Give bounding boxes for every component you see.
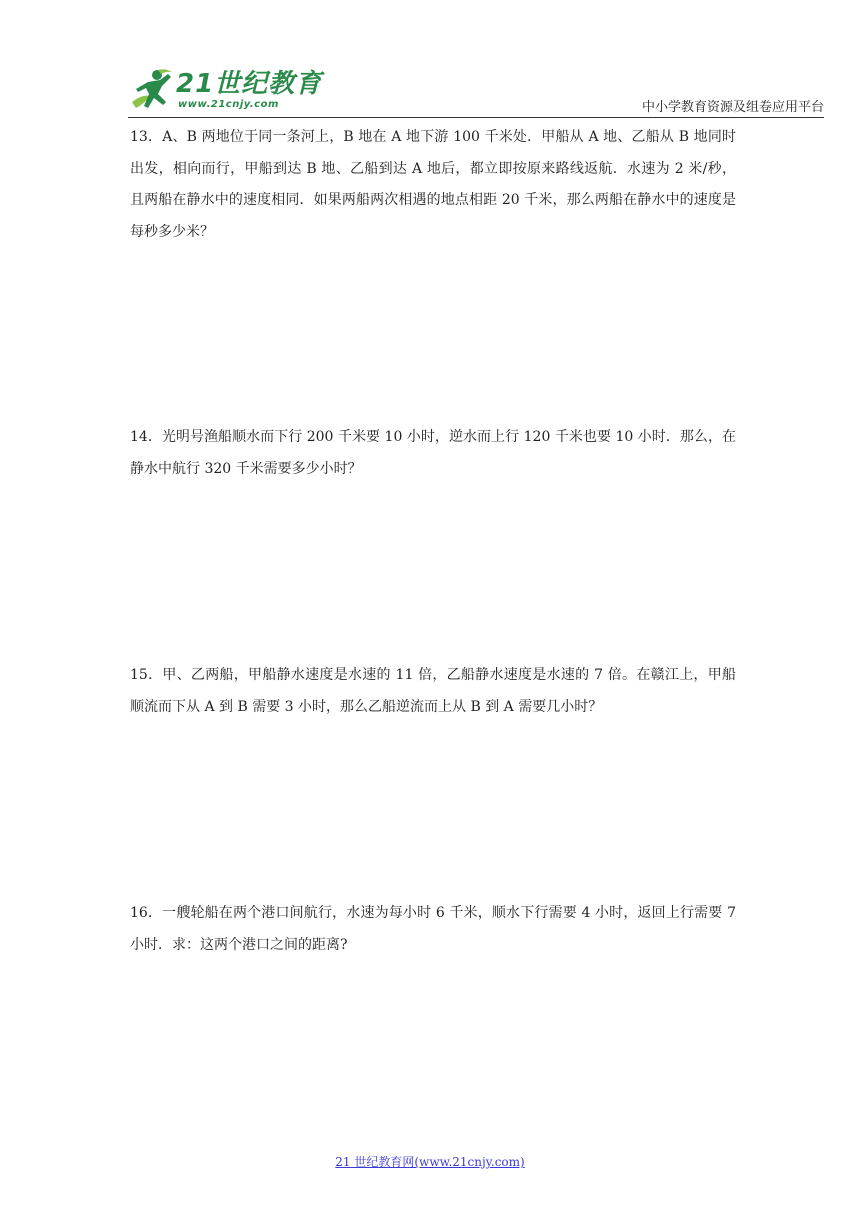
question-number: 15．	[130, 667, 163, 683]
question-14	[130, 422, 736, 485]
question-16	[130, 898, 736, 961]
site-logo[interactable]	[128, 66, 323, 114]
question-number: 13．	[130, 129, 163, 145]
question-13	[130, 122, 736, 248]
page-footer	[0, 1153, 860, 1170]
question-number: 14．	[130, 429, 162, 445]
question-text: A、B 两地位于同一条河上，B 地在 A 地下游 100 千米处．甲船从 A 地、乙船从 B 地同时出发，相向而行，甲船到达 B 地、乙船到达 A 地后，都立即按原来路线返航．水速为 2 米/秒，且两船在静水中的速度相同．如果两船两次相遇的地点相距 20 千米，那么两船在静水中的速度是每秒多少米？	[130, 129, 736, 240]
question-text: 一艘轮船在两个港口间航行，水速为每小时 6 千米，顺水下行需要 4 小时，返回上行需要 7 小时．求：这两个港口之间的距离?	[130, 905, 736, 953]
platform-name: 中小学教育资源及组卷应用平台	[641, 100, 824, 115]
logo-url: www.21cnjy.com	[178, 99, 279, 110]
question-text: 甲、乙两船，甲船静水速度是水速的 11 倍，乙船静水速度是水速的 7 倍。在赣江上，甲船顺流而下从 A 到 B 需要 3 小时，那么乙船逆流而上从 B 到 A 需要几小时？	[130, 667, 736, 715]
running-figure-icon	[128, 68, 174, 112]
logo-text: 21世纪教育	[176, 69, 323, 99]
question-text: 光明号渔船顺水而下行 200 千米要 10 小时，逆水而上行 120 千米也要 10 小时．那么，在静水中航行 320 千米需要多少小时？	[130, 429, 736, 477]
header-divider	[128, 117, 824, 118]
question-number: 16．	[130, 905, 163, 921]
footer-link[interactable]: 21 世纪教育网(www.21cnjy.com)	[335, 1155, 525, 1169]
question-15	[130, 660, 736, 723]
page-header	[128, 66, 824, 118]
